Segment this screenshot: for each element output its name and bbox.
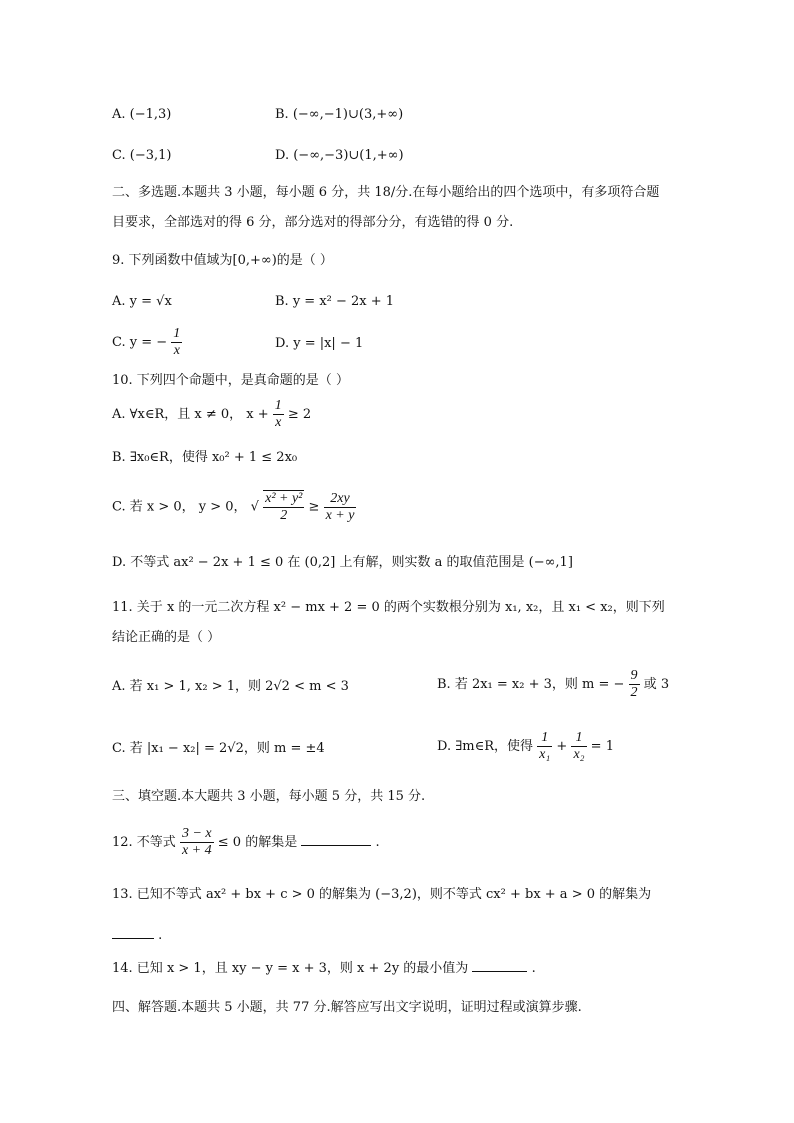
q10-option-a [112,398,311,431]
q10-option-a-prefix: A. ∀x∈R，且 x ≠ 0， x + [112,407,269,422]
fraction-numerator: 9 [630,668,638,683]
q10-option-c-relation: ≥ [308,499,320,515]
q10-option-d: D. 不等式 ax² − 2x + 1 ≤ 0 在 (0,2] 上有解，则实数 a 的取值范围是 (−∞,1] [112,555,573,570]
q11-stem: 11. 关于 x 的一元二次方程 x² − mx + 2 = 0 的两个实数根分别为 x₁, x₂，且 x₁ < x₂，则下列结论正确的是（ ） [112,600,665,645]
q12-line [112,826,380,859]
fraction-numerator: x² + y² [265,491,303,506]
q11-option-d-prefix: D. ∃m∈R，使得 [437,739,534,754]
q10-option-a-fraction [273,398,284,431]
q10-stem: 10. 下列四个命题中，是真命题的是（ ） [112,373,349,388]
q14-text: 14. 已知 x > 1，且 xy − y = x + 3，则 x + 2y 的最小值为 [112,961,469,976]
fraction-denominator: x + 4 [181,843,212,858]
fraction-denominator: x [173,343,180,358]
section-2-heading: 二、多选题.本题共 3 小题，每小题 6 分，共 18/分.在每小题给出的四个选项中，有多项符合题目要求，全部选对的得 6 分，部分选对的得部分分，有选错的得 0 分. [112,185,660,230]
section-3-heading: 三、填空题.本大题共 3 小题，每小题 5 分，共 15 分. [112,789,426,804]
q12-fraction [180,826,214,859]
q8-option-b: B. (−∞,−1)∪(3,+∞) [275,107,404,122]
q8-option-d: D. (−∞,−3)∪(1,+∞) [275,148,404,163]
q9-option-c-prefix: C. y = − [112,335,168,350]
q9-option-a: A. y = √x [112,294,172,309]
fraction-numerator: 1 [537,730,552,747]
q11-option-b [437,668,669,701]
q9-option-c [112,326,182,359]
q13-answer-line [112,924,162,947]
q10-option-a-suffix: ≥ 2 [287,407,312,422]
q14-line [112,957,536,980]
fraction-denominator: x + y [325,507,355,523]
fraction-denominator: 2 [280,508,288,523]
q11-option-d-suffix: = 1 [590,739,614,754]
q8-option-a: A. (−1,3) [112,107,172,122]
fraction-numerator: 1 [274,398,282,413]
q12-answer-blank[interactable] [301,831,371,846]
q10-option-b: B. ∃x₀∈R，使得 x₀² + 1 ≤ 2x₀ [112,450,298,465]
fraction-numerator: 2xy [324,491,357,508]
q9-option-d: D. y = |x| − 1 [275,336,364,351]
q12-suffix: ≤ 0 的解集是 [217,835,298,850]
q10-option-c-fraction [324,491,357,524]
q11-option-a: A. 若 x₁ > 1, x₂ > 1，则 2√2 < m < 3 [112,679,349,694]
q12-prefix: 12. 不等式 [112,835,176,850]
q12-end: . [375,835,380,850]
fraction-denominator: 2 [630,685,638,700]
q11-option-b-prefix: B. 若 2x₁ = x₂ + 3，则 m = − [437,677,625,692]
q10-option-c-radicand [263,490,304,524]
q13-answer-blank[interactable] [112,924,154,939]
fraction-denominator: x [275,415,282,430]
q11-option-c: C. 若 |x₁ − x₂| = 2√2，则 m = ±4 [112,741,325,756]
section-4-heading: 四、解答题.本题共 5 小题，共 77 分.解答应写出文字说明，证明过程或演算步骤. [112,1000,582,1015]
plus-sign: + [556,739,568,754]
q13-end: . [158,928,163,943]
q9-option-b: B. y = x² − 2x + 1 [275,294,395,309]
fraction-numerator: 1 [173,326,181,341]
q14-end: . [531,961,536,976]
fraction-numerator: 1 [571,730,586,747]
fraction-numerator: 3 − x [181,826,212,841]
fraction-denominator: x₂ [573,747,585,762]
q8-option-c: C. (−3,1) [112,148,172,163]
q11-option-d-fraction-2 [571,730,586,763]
q11-option-b-fraction [629,668,640,701]
q11-option-d-fraction-1 [537,730,552,763]
q14-answer-blank[interactable] [472,957,527,972]
q9-stem: 9. 下列函数中值域为[0,+∞)的是（ ） [112,253,333,268]
q11-option-d [437,730,614,763]
q13-line: 13. 已知不等式 ax² + bx + c > 0 的解集为 (−3,2)，则不等式 cx² + bx + a > 0 的解集为 [112,887,652,902]
q10-option-c [112,490,356,524]
fraction-denominator: x₁ [539,747,551,762]
q11-option-b-suffix: 或 3 [643,677,670,692]
q9-option-c-fraction [171,326,182,359]
q10-option-c-prefix: C. 若 x > 0， y > 0， √ [112,499,259,515]
